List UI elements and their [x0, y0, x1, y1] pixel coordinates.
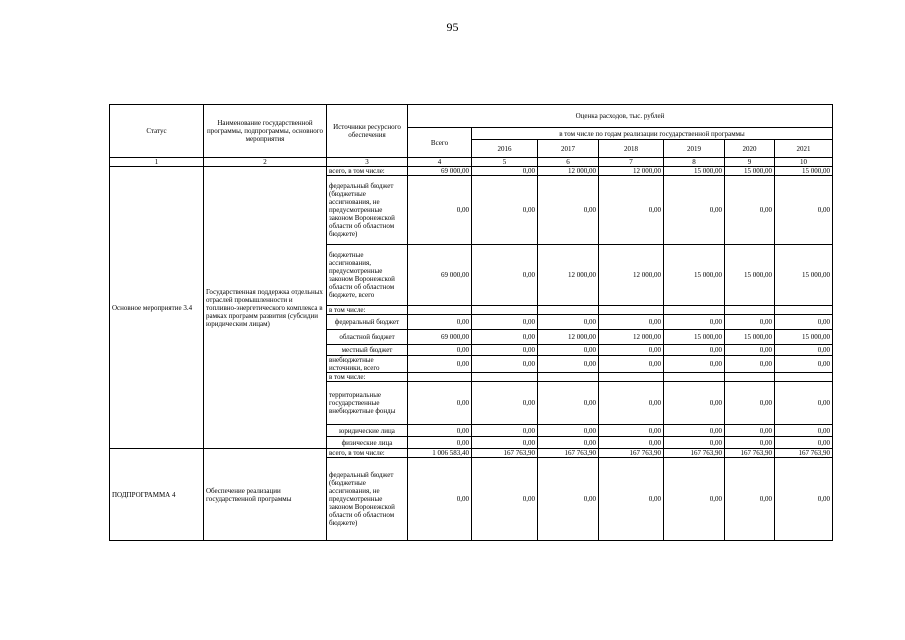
- value-cell: [538, 373, 599, 382]
- value-cell: 0,00: [472, 315, 538, 330]
- value-cell: 15 000,00: [725, 167, 775, 176]
- value-cell: 167 763,90: [725, 449, 775, 458]
- value-cell: [408, 306, 472, 315]
- value-cell: 0,00: [664, 356, 725, 373]
- value-cell: 167 763,90: [664, 449, 725, 458]
- value-cell: 0,00: [599, 425, 664, 437]
- value-cell: 15 000,00: [725, 330, 775, 345]
- value-cell: 167 763,90: [538, 449, 599, 458]
- value-cell: 0,00: [664, 382, 725, 425]
- value-cell: [472, 373, 538, 382]
- value-cell: 0,00: [472, 330, 538, 345]
- value-cell: 69 000,00: [408, 330, 472, 345]
- value-cell: 0,00: [775, 356, 833, 373]
- value-cell: 0,00: [599, 437, 664, 449]
- source-cell: внебюджетные источники, всего: [327, 356, 408, 373]
- value-cell: 1 006 583,40: [408, 449, 472, 458]
- value-cell: 0,00: [472, 167, 538, 176]
- value-cell: 0,00: [725, 382, 775, 425]
- value-cell: 167 763,90: [775, 449, 833, 458]
- value-cell: [408, 373, 472, 382]
- value-cell: 0,00: [472, 437, 538, 449]
- column-number: 4: [408, 158, 472, 167]
- value-cell: 0,00: [664, 345, 725, 356]
- source-cell: юридические лица: [327, 425, 408, 437]
- source-cell: областной бюджет: [327, 330, 408, 345]
- value-cell: 15 000,00: [664, 330, 725, 345]
- value-cell: 0,00: [664, 176, 725, 245]
- header-by-years: в том числе по годам реализации государственной программы: [472, 128, 833, 140]
- header-year: 2018: [599, 140, 664, 158]
- value-cell: 0,00: [408, 382, 472, 425]
- column-number: 1: [110, 158, 204, 167]
- value-cell: 0,00: [472, 382, 538, 425]
- value-cell: 12 000,00: [538, 245, 599, 306]
- value-cell: 0,00: [725, 425, 775, 437]
- header-year: 2016: [472, 140, 538, 158]
- value-cell: 0,00: [408, 437, 472, 449]
- source-cell: всего, в том числе:: [327, 167, 408, 176]
- header-status: Статус: [110, 105, 204, 158]
- column-number: 5: [472, 158, 538, 167]
- value-cell: 15 000,00: [664, 245, 725, 306]
- value-cell: 0,00: [725, 458, 775, 541]
- value-cell: 0,00: [408, 356, 472, 373]
- value-cell: [599, 306, 664, 315]
- value-cell: [775, 373, 833, 382]
- value-cell: 12 000,00: [538, 330, 599, 345]
- value-cell: [599, 373, 664, 382]
- value-cell: 0,00: [472, 458, 538, 541]
- value-cell: [725, 306, 775, 315]
- value-cell: 0,00: [725, 356, 775, 373]
- value-cell: 0,00: [664, 458, 725, 541]
- value-cell: 0,00: [408, 345, 472, 356]
- source-cell: федеральный бюджет (бюджетные ассигнования, не предусмотренные законом Воронежской области об областном бюджете): [327, 176, 408, 245]
- value-cell: 15 000,00: [725, 245, 775, 306]
- column-number: 9: [725, 158, 775, 167]
- budget-table: [109, 104, 833, 541]
- value-cell: 69 000,00: [408, 245, 472, 306]
- column-number: 3: [327, 158, 408, 167]
- value-cell: [664, 306, 725, 315]
- value-cell: 0,00: [599, 315, 664, 330]
- source-cell: федеральный бюджет (бюджетные ассигнования, не предусмотренные законом Воронежской области об областном бюджете): [327, 458, 408, 541]
- page-number: 95: [446, 20, 459, 34]
- value-cell: 0,00: [538, 458, 599, 541]
- value-cell: 0,00: [775, 315, 833, 330]
- header-sources: Источники ресурсного обеспечения: [327, 105, 408, 158]
- value-cell: 0,00: [472, 245, 538, 306]
- value-cell: 167 763,90: [472, 449, 538, 458]
- source-cell: местный бюджет: [327, 345, 408, 356]
- value-cell: 0,00: [725, 345, 775, 356]
- value-cell: 12 000,00: [599, 330, 664, 345]
- value-cell: [472, 306, 538, 315]
- value-cell: 15 000,00: [775, 330, 833, 345]
- value-cell: 0,00: [472, 356, 538, 373]
- header-estimate: Оценка расходов, тыс. рублей: [408, 105, 833, 128]
- value-cell: [775, 306, 833, 315]
- column-number: 7: [599, 158, 664, 167]
- value-cell: 0,00: [725, 437, 775, 449]
- header-name: Наименование государственной программы, подпрограммы, основного мероприятия: [204, 105, 327, 158]
- source-cell: в том числе:: [327, 373, 408, 382]
- value-cell: 15 000,00: [775, 245, 833, 306]
- value-cell: 0,00: [599, 382, 664, 425]
- value-cell: 0,00: [538, 176, 599, 245]
- value-cell: 15 000,00: [775, 167, 833, 176]
- value-cell: 0,00: [664, 425, 725, 437]
- header-year: 2020: [725, 140, 775, 158]
- value-cell: 0,00: [775, 437, 833, 449]
- header-year: 2017: [538, 140, 599, 158]
- value-cell: 0,00: [538, 356, 599, 373]
- value-cell: 0,00: [725, 315, 775, 330]
- value-cell: 12 000,00: [538, 167, 599, 176]
- value-cell: 0,00: [775, 345, 833, 356]
- header-year: 2021: [775, 140, 833, 158]
- source-cell: в том числе:: [327, 306, 408, 315]
- value-cell: 0,00: [538, 437, 599, 449]
- value-cell: 0,00: [538, 345, 599, 356]
- value-cell: 15 000,00: [664, 167, 725, 176]
- source-cell: федеральный бюджет: [327, 315, 408, 330]
- table-row: [110, 449, 833, 458]
- value-cell: 0,00: [775, 458, 833, 541]
- column-number: 6: [538, 158, 599, 167]
- value-cell: 0,00: [408, 425, 472, 437]
- value-cell: 0,00: [725, 176, 775, 245]
- source-cell: всего, в том числе:: [327, 449, 408, 458]
- value-cell: [538, 306, 599, 315]
- value-cell: [725, 373, 775, 382]
- value-cell: 0,00: [472, 345, 538, 356]
- source-cell: бюджетные ассигнования, предусмотренные законом Воронежской области об областном бюджете, всего: [327, 245, 408, 306]
- header-total: Всего: [408, 128, 472, 158]
- value-cell: 0,00: [538, 315, 599, 330]
- value-cell: 0,00: [538, 382, 599, 425]
- column-number: 2: [204, 158, 327, 167]
- value-cell: 12 000,00: [599, 167, 664, 176]
- value-cell: 0,00: [472, 176, 538, 245]
- value-cell: [664, 373, 725, 382]
- value-cell: 0,00: [472, 425, 538, 437]
- value-cell: 0,00: [408, 315, 472, 330]
- program-name-cell: Государственная поддержка отдельных отраслей промышленности и топливно-энергетического комплекса в рамках программ развития (субсидии юридическим лицам): [204, 167, 327, 449]
- program-name-cell: Обеспечение реализации государственной программы: [204, 449, 327, 541]
- value-cell: 69 000,00: [408, 167, 472, 176]
- table-row: [110, 167, 833, 176]
- value-cell: 12 000,00: [599, 245, 664, 306]
- value-cell: 0,00: [408, 458, 472, 541]
- value-cell: 0,00: [775, 176, 833, 245]
- value-cell: 0,00: [775, 425, 833, 437]
- value-cell: 0,00: [599, 356, 664, 373]
- value-cell: 0,00: [408, 176, 472, 245]
- value-cell: 0,00: [664, 315, 725, 330]
- header-year: 2019: [664, 140, 725, 158]
- status-cell: Основное мероприятие 3.4: [110, 167, 204, 449]
- value-cell: 0,00: [599, 458, 664, 541]
- status-cell: ПОДПРОГРАММА 4: [110, 449, 204, 541]
- value-cell: 0,00: [664, 437, 725, 449]
- value-cell: 0,00: [599, 345, 664, 356]
- table-body: [110, 167, 833, 541]
- value-cell: 0,00: [775, 382, 833, 425]
- column-number: 10: [775, 158, 833, 167]
- source-cell: физические лица: [327, 437, 408, 449]
- column-number: 8: [664, 158, 725, 167]
- value-cell: 0,00: [538, 425, 599, 437]
- source-cell: территориальные государственные внебюджетные фонды: [327, 382, 408, 425]
- value-cell: 167 763,90: [599, 449, 664, 458]
- value-cell: 0,00: [599, 176, 664, 245]
